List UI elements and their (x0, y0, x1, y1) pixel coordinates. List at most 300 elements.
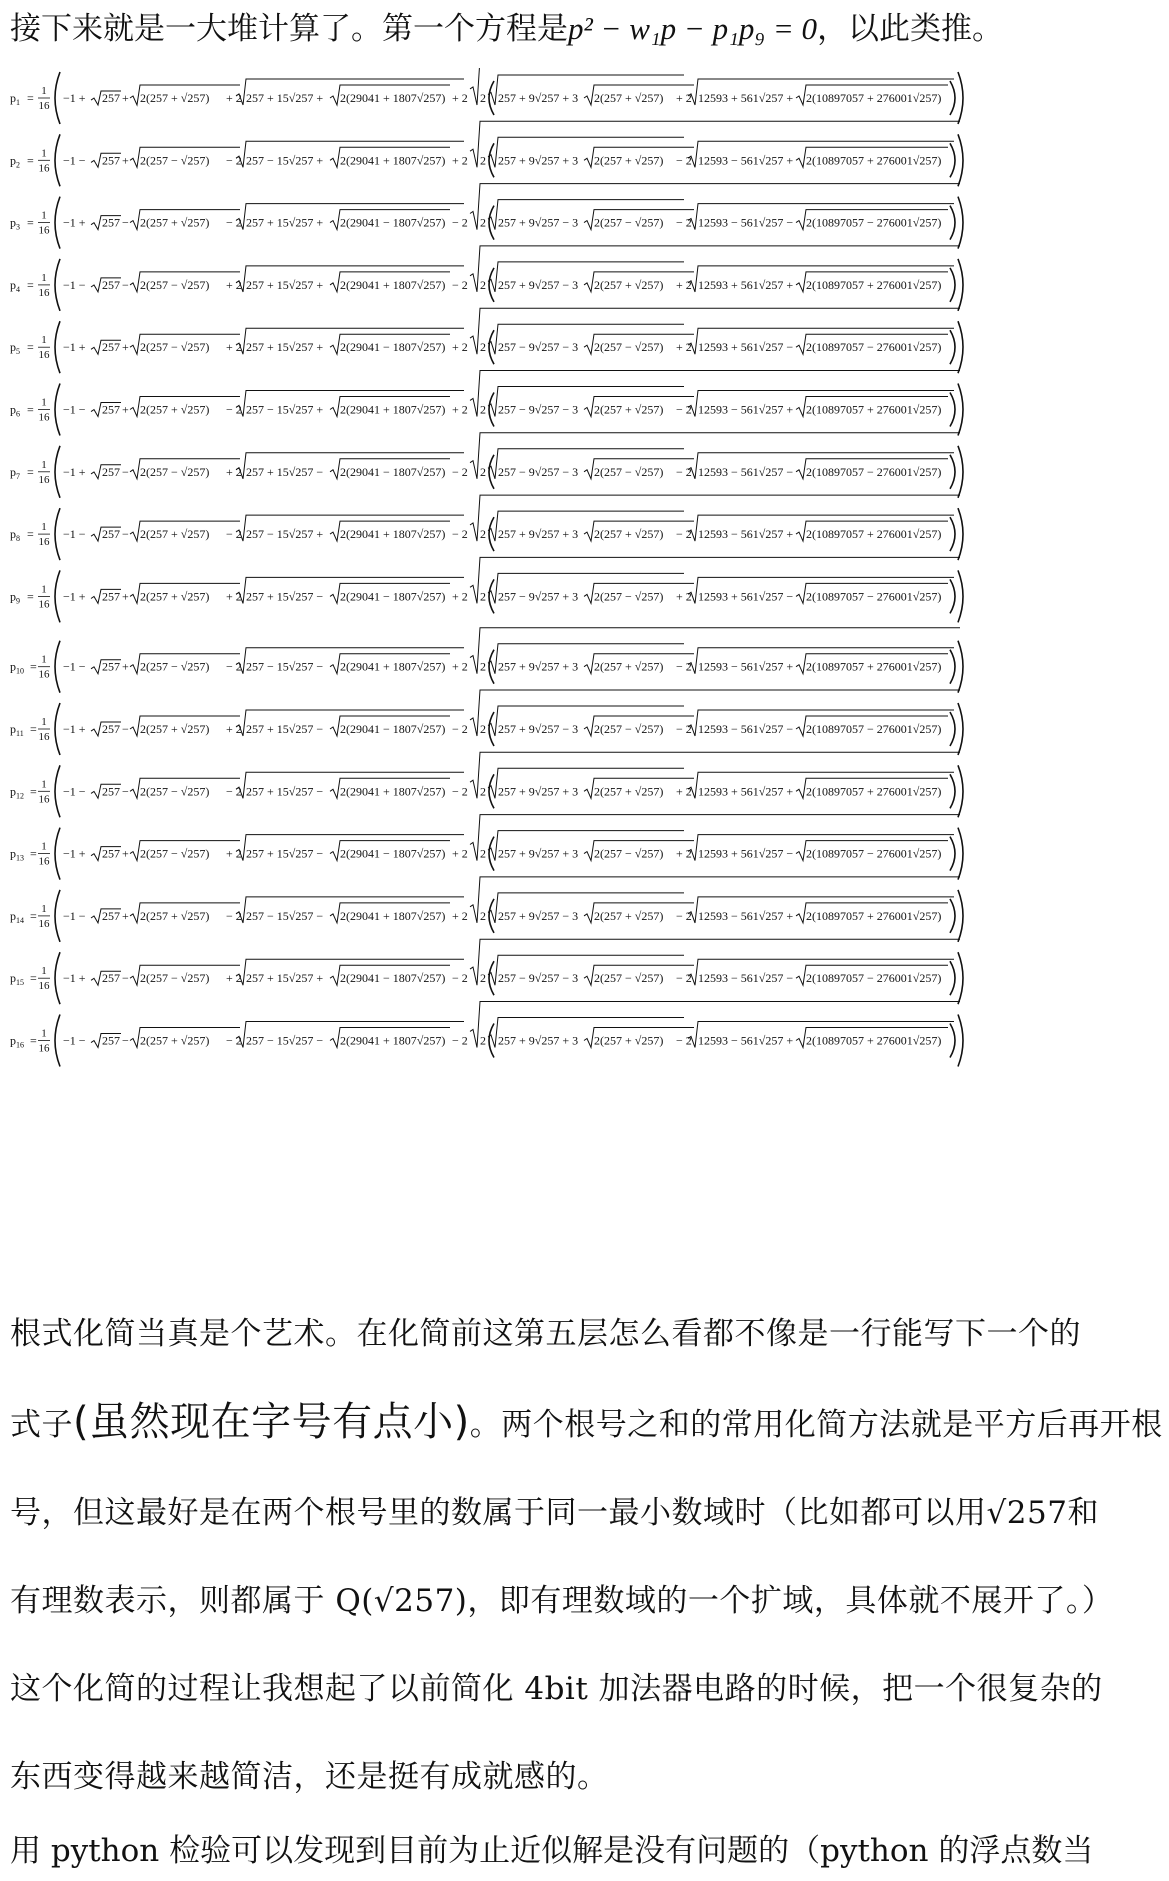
eq-row-16-label: $p_{16}$ (10, 1033, 24, 1050)
eq-row-10-equals: = (30, 659, 37, 674)
eq-row-13-r6-arg: 257 + 9√257 + 3 (498, 846, 579, 861)
eq-row-11-r7-arg: 2(257 − √257) (594, 722, 664, 736)
eq-row-1-equals: = (27, 91, 34, 105)
eq-row-4-paren-inner-close (950, 268, 955, 302)
eq-row-16-paren-close (958, 1015, 963, 1067)
eq-row-5-paren-close (958, 321, 963, 373)
eq-row-12-r4-arg: 2(29041 + 1807√257) (340, 784, 446, 799)
eq-row-6-op3: − 2 (226, 402, 242, 417)
eq-row-13-t1: −1 + (63, 846, 86, 861)
intro-line (10, 4, 1160, 54)
eq-row-6-r4-arg: 2(29041 + 1807√257) (340, 402, 446, 417)
eq-row-14-r7-arg: 2(257 + √257) (594, 908, 664, 923)
eq-row-11-op2: − (122, 722, 129, 736)
eq-row-11-frac-den: 16 (38, 731, 50, 743)
paragraph-2-line-1: 用 python 检验可以发现到目前为止近似解是没有问题的（python 的浮点数当 (10, 1833, 1094, 1869)
eq-row-3-r9-arg: 2(10897057 − 276001√257) (806, 215, 942, 230)
eq-row-11-r5-coef: 2 (480, 722, 486, 736)
eq-row-7-paren-open (55, 446, 60, 498)
eq-row-16-r3-arg: 257 − 15√257 − (246, 1033, 324, 1048)
eq-row-5-frac-den: 16 (38, 349, 50, 362)
eq-row-4-op4: − 2 (452, 277, 468, 292)
eq-row-9-frac-den: 16 (38, 598, 50, 611)
eq-row-15-op2: − (122, 971, 129, 986)
p1-l4-a: 有理数表示，则都属于 (10, 1583, 336, 1619)
eq-row-9-paren-close (958, 570, 963, 622)
eq-row-14-frac-den: 16 (38, 917, 50, 930)
eq-row-13-op5: + 2 (676, 846, 692, 861)
eq-row-12-frac-num: 1 (41, 778, 47, 791)
eq-row-8-op5: − 2 (676, 527, 692, 542)
eq-row-12-equals: = (30, 784, 37, 799)
eq-row-9-label: $p_9$ (10, 589, 20, 606)
eq-row-16-op2: − (122, 1033, 129, 1048)
eq-row-15-r3-arg: 257 + 15√257 + (246, 971, 324, 986)
eq-row-5-op2: + (122, 340, 129, 355)
eq-row-6-op5: − 2 (676, 402, 692, 417)
eq-row-12-paren-open (55, 765, 60, 817)
eq-row-11-equals: = (30, 722, 37, 736)
eq-row-4-r6-arg: 257 + 9√257 − 3 (498, 277, 579, 292)
eq-row-12-frac-den: 16 (38, 793, 50, 806)
eq-row-15-r1-arg: 257 (102, 971, 120, 986)
eq-row-14-r5-coef: 2 (480, 908, 486, 923)
eq-row-10-frac-den: 16 (38, 668, 50, 681)
eq-row-14-paren-inner-close (950, 899, 955, 933)
eq-row-14-r4-arg: 2(29041 + 1807√257) (340, 908, 446, 923)
eq-row-13-r9-arg: 2(10897057 − 276001√257) (806, 846, 942, 861)
eq-row-5-frac-num: 1 (41, 334, 47, 347)
eq-row-13-r8-arg: 12593 + 561√257 − (698, 846, 794, 861)
eq-row-8-r6-arg: 257 + 9√257 + 3 (498, 527, 579, 542)
eq-row-7-t1: −1 + (63, 464, 86, 479)
eq-row-7-r5-coef: 2 (480, 464, 486, 479)
eq-row-13-frac-num: 1 (41, 840, 47, 853)
eq-row-2-r5-coef: 2 (480, 153, 486, 168)
eq-row-10-r6-arg: 257 + 9√257 + 3 (498, 659, 579, 674)
eq-row-2-paren-close (958, 134, 963, 186)
eq-row-5-r7-arg: 2(257 − √257) (594, 340, 664, 355)
eq-row-9-op4: + 2 (452, 589, 468, 604)
eq-row-14-equals: = (30, 908, 37, 923)
eq-row-5-t1: −1 + (63, 340, 86, 355)
eq-row-3-op5: − 2 (676, 215, 692, 230)
eq-row-11-op5: − 2 (676, 722, 692, 736)
eq-row-11-r8-arg: 12593 − 561√257 − (698, 722, 794, 736)
eq-row-1-r5-coef: 2 (480, 91, 486, 105)
eq-row-4-label: $p_4$ (10, 277, 20, 294)
eq-row-7-paren-close (958, 446, 963, 498)
eq-row-8-r2-arg: 2(257 + √257) (140, 527, 210, 542)
eq-row-3-r3-arg: 257 + 15√257 + (246, 215, 324, 230)
eq-row-2-r8-arg: 12593 − 561√257 + (698, 153, 794, 168)
eq-row-3-r2-arg: 2(257 + √257) (140, 215, 210, 230)
eq-row-6-t1: −1 − (63, 402, 86, 417)
eq-row-7-op5: − 2 (676, 464, 692, 479)
eq-row-16-paren-open (55, 1015, 60, 1067)
eq-row-15-r5-coef: 2 (480, 971, 486, 986)
eq-row-2-equals: = (27, 153, 34, 168)
eq-row-16-r2-arg: 2(257 + √257) (140, 1033, 210, 1048)
eq-row-6-r9-arg: 2(10897057 + 276001√257) (806, 402, 942, 417)
eq-row-13-paren-close (958, 828, 963, 880)
eq-row-12-r5-coef: 2 (480, 784, 486, 799)
eq-row-12-op4: − 2 (452, 784, 468, 799)
eq-row-3-label: $p_3$ (10, 215, 20, 232)
eq-row-12-r8-arg: 12593 + 561√257 + (698, 784, 794, 799)
eq-row-11-paren-inner-close (950, 712, 955, 746)
eq-row-3-r8-arg: 12593 − 561√257 − (698, 215, 794, 230)
eq-row-3-op4: − 2 (452, 215, 468, 230)
eq-row-1-r4-arg: 2(29041 + 1807√257) (340, 91, 446, 105)
eq-row-8-label: $p_8$ (10, 527, 20, 544)
eq-row-6-r8-arg: 12593 − 561√257 + (698, 402, 794, 417)
eq-row-14-frac-num: 1 (41, 902, 47, 915)
eq-row-1-r9-arg: 2(10897057 + 276001√257) (806, 91, 942, 105)
eq-row-9-r6-arg: 257 − 9√257 + 3 (498, 589, 579, 604)
eq-row-2-label: $p_2$ (10, 153, 20, 170)
eq-row-6-r1-arg: 257 (102, 402, 120, 417)
eq-row-15-r7-arg: 2(257 − √257) (594, 971, 664, 986)
eq-row-14-r9-arg: 2(10897057 + 276001√257) (806, 908, 942, 923)
eq-row-6-r5-coef: 2 (480, 402, 486, 417)
eq-row-5-r2-arg: 2(257 − √257) (140, 340, 210, 355)
eq-row-3-paren-inner-close (950, 206, 955, 240)
eq-row-5-r9-arg: 2(10897057 − 276001√257) (806, 340, 942, 355)
eq-row-1-r2-arg: 2(257 + √257) (140, 91, 210, 105)
eq-row-9-op3: + 2 (226, 589, 242, 604)
eq-row-6-r3-arg: 257 − 15√257 + (246, 402, 324, 417)
eq-row-9-r7-arg: 2(257 − √257) (594, 589, 664, 604)
eq-row-10-paren-open (55, 641, 60, 693)
eq-row-9-equals: = (27, 589, 34, 604)
eq-row-6-frac-num: 1 (41, 396, 47, 409)
eq-row-4-op2: − (122, 277, 129, 292)
eq-row-8-op4: − 2 (452, 527, 468, 542)
eq-row-1-frac-den: 16 (38, 100, 50, 112)
eq-row-16-r8-arg: 12593 − 561√257 + (698, 1033, 794, 1048)
eq-row-16-r4-arg: 2(29041 + 1807√257) (340, 1033, 446, 1048)
eq-row-10-t1: −1 − (63, 659, 86, 674)
eq-row-2-op2: + (122, 153, 129, 168)
eq-row-11-paren-close (958, 703, 963, 755)
p1-l2-paren: (虽然现在字号有点小) (73, 1399, 470, 1445)
eq-row-5-op3: + 2 (226, 340, 242, 355)
eq-row-7-r4-arg: 2(29041 − 1807√257) (340, 464, 446, 479)
eq-row-7-r9-arg: 2(10897057 − 276001√257) (806, 464, 942, 479)
eq-row-16-r6-arg: 257 + 9√257 + 3 (498, 1033, 579, 1048)
eq-row-11-r3-arg: 257 + 15√257 − (246, 722, 324, 736)
eq-row-14-r3-arg: 257 − 15√257 − (246, 908, 324, 923)
eq-row-6-equals: = (27, 402, 34, 417)
eq-row-12-r6-arg: 257 + 9√257 + 3 (498, 784, 579, 799)
eq-row-2-op5: − 2 (676, 153, 692, 168)
eq-row-3-paren-open (55, 197, 60, 249)
eq-row-15-r8-arg: 12593 − 561√257 − (698, 971, 794, 986)
eq-row-9-r5-coef: 2 (480, 589, 486, 604)
eq-row-6-op4: + 2 (452, 402, 468, 417)
eq-row-10-op5: − 2 (676, 659, 692, 674)
eq-row-16-op5: − 2 (676, 1033, 692, 1048)
eq-row-3-r1-arg: 257 (102, 215, 120, 230)
eq-row-5-paren-open (55, 321, 60, 373)
eq-row-1-op3: + 2 (226, 91, 242, 105)
eq-row-16-r1-arg: 257 (102, 1033, 120, 1048)
eq-row-12-r1-arg: 257 (102, 784, 120, 799)
eq-row-1-label: $p_1$ (10, 91, 20, 107)
eq-row-9-paren-inner-close (950, 579, 955, 613)
eq-row-1-op4: + 2 (452, 91, 468, 105)
eq-row-2-r1-arg: 257 (102, 153, 120, 168)
eq-row-1-op5: + 2 (676, 91, 692, 105)
eq-row-5-r1-arg: 257 (102, 340, 120, 355)
eq-row-1-r7-arg: 2(257 + √257) (594, 91, 664, 105)
eq-row-15-r9-arg: 2(10897057 − 276001√257) (806, 971, 942, 986)
p1-l2-a: 式子 (10, 1407, 73, 1443)
eq-row-15-paren-inner-close (950, 961, 955, 995)
eq-row-8-r7-arg: 2(257 + √257) (594, 527, 664, 542)
eq-row-13-r2-arg: 2(257 − √257) (140, 846, 210, 861)
p1-l3-a: 号，但这最好是在两个根号里的数属于同一最小数域时（比如都可以用 (10, 1495, 987, 1531)
eq-row-7-r6-arg: 257 − 9√257 − 3 (498, 464, 579, 479)
eq-row-2-frac-den: 16 (38, 162, 50, 175)
eq-row-13-r5-coef: 2 (480, 846, 486, 861)
p1-l4-field: Q(√257) (335, 1583, 468, 1619)
eq-row-2-r3-arg: 257 − 15√257 + (246, 153, 324, 168)
eq-row-12-r2-arg: 2(257 − √257) (140, 784, 210, 799)
eq-row-8-r9-arg: 2(10897057 + 276001√257) (806, 527, 942, 542)
eq-row-2-paren-open (55, 134, 60, 186)
eq-row-2-r6-arg: 257 + 9√257 + 3 (498, 153, 579, 168)
eq-row-9-paren-open (55, 570, 60, 622)
eq-row-4-paren-open (55, 259, 60, 311)
eq-row-9-r1-arg: 257 (102, 589, 120, 604)
eq-row-15-op3: + 2 (226, 971, 242, 986)
eq-row-7-frac-den: 16 (38, 473, 50, 486)
eq-row-12-op2: − (122, 784, 129, 799)
eq-row-10-op2: + (122, 659, 129, 674)
eq-row-16-r9-arg: 2(10897057 + 276001√257) (806, 1033, 942, 1048)
p1-l2-b: 。两个根号之和的常用化简方法就是平方后再开根 (469, 1407, 1163, 1443)
eq-row-4-r2-arg: 2(257 − √257) (140, 277, 210, 292)
eq-row-14-label: $p_{14}$ (10, 908, 24, 925)
eq-row-14-r1-arg: 257 (102, 908, 120, 923)
eq-row-12-paren-close (958, 765, 963, 817)
eq-row-15-equals: = (30, 971, 37, 986)
eq-row-9-r3-arg: 257 + 15√257 − (246, 589, 324, 604)
eq-row-8-paren-inner-close (950, 517, 955, 551)
eq-row-3-op2: − (122, 215, 129, 230)
eq-row-15-paren-close (958, 952, 963, 1004)
eq-row-12-r3-arg: 257 + 15√257 − (246, 784, 324, 799)
eq-row-4-r3-arg: 257 + 15√257 + (246, 277, 324, 292)
eq-row-9-frac-num: 1 (41, 583, 47, 596)
eq-row-1-r6-arg: 257 + 9√257 + 3 (498, 91, 579, 105)
eq-row-2-paren-inner-close (950, 143, 955, 177)
eq-row-6-r6-arg: 257 − 9√257 − 3 (498, 402, 579, 417)
eq-row-4-r4-arg: 2(29041 + 1807√257) (340, 277, 446, 292)
intro-equation: p² − w₁p − p₁p₉ = 0 (568, 11, 818, 46)
eq-row-7-op2: − (122, 464, 129, 479)
eq-row-16-frac-den: 16 (38, 1042, 50, 1055)
eq-row-11-r2-arg: 2(257 + √257) (140, 722, 210, 736)
eq-row-15-r2-arg: 2(257 − √257) (140, 971, 210, 986)
eq-row-10-paren-inner-close (950, 650, 955, 684)
intro-text-before: 接下来就是一大堆计算了。第一个方程是 (10, 11, 568, 47)
eq-row-6-r2-arg: 2(257 + √257) (140, 402, 210, 417)
eq-row-9-op2: + (122, 589, 129, 604)
eq-row-12-paren-inner-close (950, 774, 955, 808)
eq-row-8-r3-arg: 257 − 15√257 + (246, 527, 324, 542)
eq-row-16-frac-num: 1 (41, 1027, 47, 1040)
eq-row-12-label: $p_{12}$ (10, 784, 24, 801)
eq-row-14-t1: −1 − (63, 908, 86, 923)
eq-row-9-op5: + 2 (676, 589, 692, 604)
intro-text-after: ，以此类推。 (817, 11, 1004, 47)
eq-row-16-r7-arg: 2(257 + √257) (594, 1033, 664, 1048)
eq-row-4-op5: + 2 (676, 277, 692, 292)
eq-row-13-label: $p_{13}$ (10, 846, 24, 863)
eq-row-14-op2: + (122, 908, 129, 923)
eq-row-6-op2: + (122, 402, 129, 417)
eq-row-13-paren-open (55, 828, 60, 880)
eq-row-16-equals: = (30, 1033, 37, 1048)
eq-row-2-t1: −1 − (63, 153, 86, 168)
eq-row-12-r7-arg: 2(257 + √257) (594, 784, 664, 799)
eq-row-16-t1: −1 − (63, 1033, 86, 1048)
eq-row-4-r9-arg: 2(10897057 + 276001√257) (806, 277, 942, 292)
eq-row-5-r4-arg: 2(29041 − 1807√257) (340, 340, 446, 355)
eq-row-3-t1: −1 + (63, 215, 86, 230)
paragraph-1 (10, 1290, 1163, 1821)
eq-row-12-r9-arg: 2(10897057 + 276001√257) (806, 784, 942, 799)
eq-row-2-frac-num: 1 (41, 147, 47, 160)
eq-row-10-paren-close (958, 641, 963, 693)
eq-row-14-r6-arg: 257 + 9√257 − 3 (498, 908, 579, 923)
eq-row-7-r8-arg: 12593 − 561√257 − (698, 464, 794, 479)
eq-row-5-r5-coef: 2 (480, 340, 486, 355)
eq-row-10-frac-num: 1 (41, 653, 47, 666)
eq-row-14-paren-close (958, 890, 963, 942)
eq-row-8-frac-num: 1 (41, 521, 47, 534)
eq-row-3-r7-arg: 2(257 − √257) (594, 215, 664, 230)
eq-row-15-t1: −1 + (63, 971, 86, 986)
eq-row-15-label: $p_{15}$ (10, 971, 24, 988)
eq-row-4-frac-den: 16 (38, 286, 50, 299)
eq-row-12-op5: + 2 (676, 784, 692, 799)
eq-row-8-r5-coef: 2 (480, 527, 486, 542)
eq-row-13-r4-arg: 2(29041 − 1807√257) (340, 846, 446, 861)
eq-row-7-r2-arg: 2(257 − √257) (140, 464, 210, 479)
eq-row-8-r4-arg: 2(29041 + 1807√257) (340, 527, 446, 542)
eq-row-5-r8-arg: 12593 + 561√257 − (698, 340, 794, 355)
eq-row-8-paren-close (958, 508, 963, 560)
eq-row-15-frac-num: 1 (41, 965, 47, 978)
equation-figure (0, 68, 1169, 1280)
eq-row-12-op3: − 2 (226, 784, 242, 799)
eq-row-5-equals: = (27, 340, 34, 355)
eq-row-15-paren-open (55, 952, 60, 1004)
eq-row-1-r8-arg: 12593 + 561√257 + (698, 91, 794, 105)
p1-l3-b: 和 (1067, 1495, 1099, 1531)
eq-row-10-r4-arg: 2(29041 + 1807√257) (340, 659, 446, 674)
eq-row-4-frac-num: 1 (41, 271, 47, 284)
paragraph-1-line-2 (10, 1378, 1163, 1469)
eq-row-10-op4: + 2 (452, 659, 468, 674)
eq-row-3-frac-den: 16 (38, 224, 50, 237)
eq-row-1-t1: −1 + (63, 91, 86, 105)
eq-row-13-r3-arg: 257 + 15√257 − (246, 846, 324, 861)
paragraph-1-line-6: 东西变得越来越简洁，还是挺有成就感的。 (10, 1759, 609, 1795)
eq-row-6-paren-open (55, 384, 60, 436)
eq-row-10-r9-arg: 2(10897057 + 276001√257) (806, 659, 942, 674)
eq-row-11-r4-arg: 2(29041 − 1807√257) (340, 722, 446, 736)
eq-row-7-label: $p_7$ (10, 464, 20, 481)
eq-row-16-paren-inner-close (950, 1024, 955, 1058)
eq-row-1-paren-close (958, 72, 963, 124)
eq-row-13-paren-inner-close (950, 837, 955, 871)
eq-row-11-paren-open (55, 703, 60, 755)
eq-row-13-equals: = (30, 846, 37, 861)
eq-row-2-r7-arg: 2(257 + √257) (594, 153, 664, 168)
eq-row-8-r8-arg: 12593 − 561√257 + (698, 527, 794, 542)
eq-row-14-op5: − 2 (676, 908, 692, 923)
eq-row-7-r3-arg: 257 + 15√257 − (246, 464, 324, 479)
eq-row-6-r7-arg: 2(257 + √257) (594, 402, 664, 417)
eq-row-2-op3: − 2 (226, 153, 242, 168)
eq-row-2-r9-arg: 2(10897057 + 276001√257) (806, 153, 942, 168)
eq-row-3-r4-arg: 2(29041 − 1807√257) (340, 215, 446, 230)
eq-row-5-label: $p_5$ (10, 340, 20, 357)
eq-row-3-r5-coef: 2 (480, 215, 486, 230)
eq-row-7-op4: − 2 (452, 464, 468, 479)
eq-row-14-r8-arg: 12593 − 561√257 + (698, 908, 794, 923)
eq-row-4-equals: = (27, 277, 34, 292)
eq-row-13-r7-arg: 2(257 − √257) (594, 846, 664, 861)
eq-row-4-r5-coef: 2 (480, 277, 486, 292)
eq-row-14-op4: + 2 (452, 908, 468, 923)
eq-row-10-r8-arg: 12593 − 561√257 + (698, 659, 794, 674)
eq-row-10-r2-arg: 2(257 − √257) (140, 659, 210, 674)
p1-l3-root: √257 (986, 1495, 1068, 1531)
eq-row-12-t1: −1 − (63, 784, 86, 799)
eq-row-13-frac-den: 16 (38, 855, 50, 868)
eq-row-13-r1-arg: 257 (102, 846, 120, 861)
eq-row-3-equals: = (27, 215, 34, 230)
eq-row-13-op2: + (122, 846, 129, 861)
eq-row-9-t1: −1 + (63, 589, 86, 604)
eq-row-4-r7-arg: 2(257 + √257) (594, 277, 664, 292)
eq-row-3-paren-close (958, 197, 963, 249)
eq-row-13-op3: + 2 (226, 846, 242, 861)
eq-row-11-op4: − 2 (452, 722, 468, 736)
eq-row-11-r9-arg: 2(10897057 − 276001√257) (806, 722, 942, 736)
eq-row-7-r7-arg: 2(257 − √257) (594, 464, 664, 479)
eq-row-14-paren-open (55, 890, 60, 942)
eq-row-4-r8-arg: 12593 + 561√257 + (698, 277, 794, 292)
eq-row-14-r2-arg: 2(257 + √257) (140, 908, 210, 923)
eq-row-6-label: $p_6$ (10, 402, 20, 419)
eq-row-2-r4-arg: 2(29041 + 1807√257) (340, 153, 446, 168)
eq-row-8-frac-den: 16 (38, 536, 50, 549)
eq-row-16-r5-coef: 2 (480, 1033, 486, 1048)
paragraph-1-line-4 (10, 1557, 1160, 1645)
eq-row-15-op5: − 2 (676, 971, 692, 986)
eq-row-10-r1-arg: 257 (102, 659, 120, 674)
eq-row-1-op2: + (122, 91, 129, 105)
eq-row-5-r6-arg: 257 − 9√257 − 3 (498, 340, 579, 355)
eq-row-8-r1-arg: 257 (102, 527, 120, 542)
